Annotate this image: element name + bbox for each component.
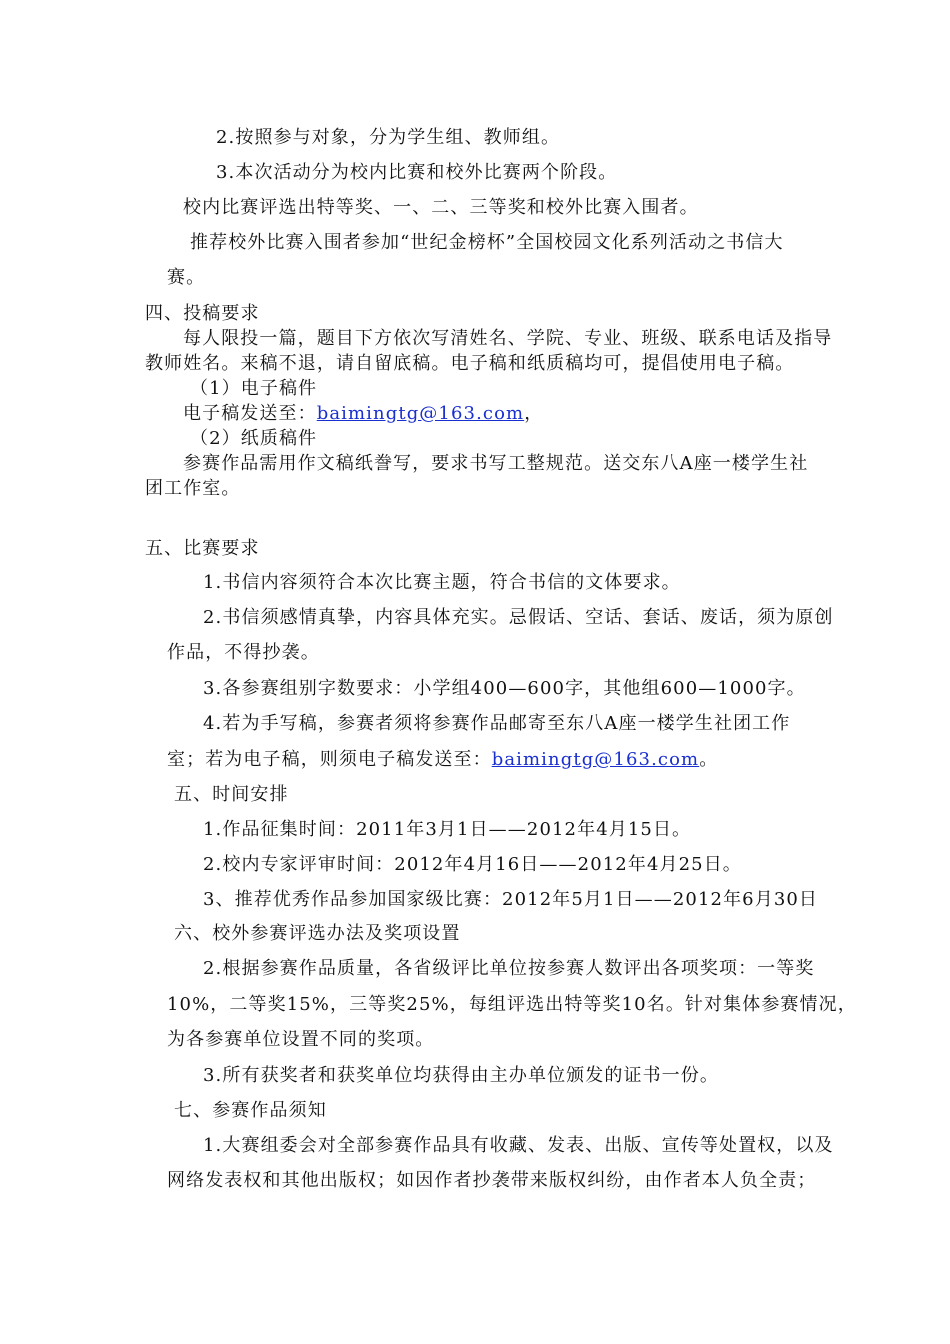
paragraph-requirement-4-line2	[167, 748, 718, 772]
paragraph-awards-line2: 10%，二等奖15%，三等奖25%，每组评选出特等奖10名。针对集体参赛情况，	[167, 994, 857, 1015]
section-heading-requirements: 五、比赛要求	[145, 538, 260, 559]
paragraph-requirement-2-line1: 2.书信须感情真挚，内容具体充实。忌假话、空话、套话、废话，须为原创	[203, 607, 834, 628]
paragraph-certificate: 3.所有获奖者和获奖单位均获得由主办单位颁发的证书一份。	[203, 1065, 719, 1086]
section-heading-schedule: 五、时间安排	[174, 784, 289, 805]
paragraph-two-stages: 3.本次活动分为校内比赛和校外比赛两个阶段。	[216, 162, 618, 183]
paragraph-group-division: 2.按照参与对象，分为学生组、教师组。	[216, 127, 561, 148]
paragraph-recommend-line1: 推荐校外比赛入围者参加“世纪金榜杯”全国校园文化系列活动之书信大	[190, 232, 784, 253]
paragraph-schedule-1: 1.作品征集时间：2011年3月1日——2012年4月15日。	[203, 819, 692, 840]
requirement-email-link[interactable]: baimingtg@163.com	[491, 749, 700, 770]
paragraph-awards: 校内比赛评选出特等奖、一、二、三等奖和校外比赛入围者。	[183, 197, 699, 218]
requirement-email-suffix: 。	[699, 749, 719, 770]
paragraph-notice-line2: 网络发表权和其他出版权；如因作者抄袭带来版权纠纷，由作者本人负全责；	[167, 1170, 817, 1191]
paragraph-paper-line2: 团工作室。	[145, 478, 241, 499]
requirement-email-label: 室；若为电子稿，则须电子稿发送至：	[167, 749, 492, 770]
paragraph-submission-line2: 教师姓名。来稿不退，请自留底稿。电子稿和纸质稿均可，提倡使用电子稿。	[145, 353, 795, 374]
subheading-paper: （2）纸质稿件	[190, 428, 318, 449]
section-heading-notice: 七、参赛作品须知	[174, 1100, 327, 1121]
paragraph-submission-line1: 每人限投一篇，题目下方依次写清姓名、学院、专业、班级、联系电话及指导	[183, 328, 833, 349]
section-heading-external-awards: 六、校外参赛评选办法及奖项设置	[174, 923, 461, 944]
paragraph-recommend-line2: 赛。	[167, 267, 206, 288]
paragraph-schedule-3: 3、推荐优秀作品参加国家级比赛：2012年5月1日——2012年6月30日	[203, 889, 819, 910]
paragraph-requirement-3: 3.各参赛组别字数要求：小学组400—600字，其他组600—1000字。	[203, 678, 806, 699]
paragraph-email-line	[183, 402, 543, 426]
paragraph-awards-line3: 为各参赛单位设置不同的奖项。	[167, 1029, 435, 1050]
paragraph-paper-line1: 参赛作品需用作文稿纸誊写，要求书写工整规范。送交东八A座一楼学生社	[183, 453, 809, 474]
paragraph-requirement-1: 1.书信内容须符合本次比赛主题，符合书信的文体要求。	[203, 572, 681, 593]
paragraph-schedule-2: 2.校内专家评审时间：2012年4月16日——2012年4月25日。	[203, 854, 742, 875]
paragraph-awards-line1: 2.根据参赛作品质量，各省级评比单位按参赛人数评出各项奖项：一等奖	[203, 958, 815, 979]
email-label: 电子稿发送至：	[183, 403, 317, 424]
paragraph-notice-line1: 1.大赛组委会对全部参赛作品具有收藏、发表、出版、宣传等处置权，以及	[203, 1135, 834, 1156]
section-heading-submission: 四、投稿要求	[145, 303, 260, 324]
email-link[interactable]: baimingtg@163.com	[316, 403, 525, 424]
email-suffix: ，	[524, 403, 544, 424]
paragraph-requirement-4-line1: 4.若为手写稿，参赛者须将参赛作品邮寄至东八A座一楼学生社团工作	[203, 713, 791, 734]
subheading-electronic: （1）电子稿件	[190, 378, 318, 399]
paragraph-requirement-2-line2: 作品，不得抄袭。	[167, 642, 320, 663]
